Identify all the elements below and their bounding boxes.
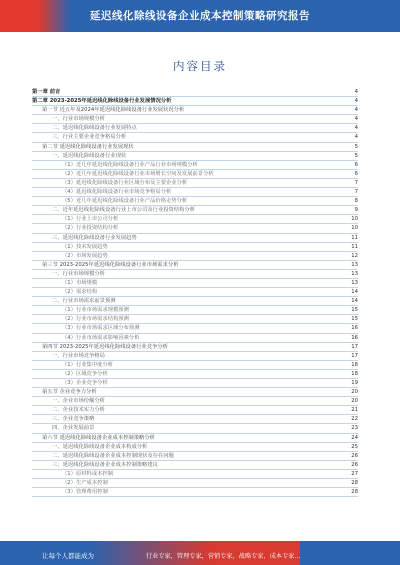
toc-entry[interactable]: [32, 270, 358, 279]
toc-entry-title: （3）行业市场需求区域分布预测: [62, 325, 140, 332]
toc-entry-title: 第一节 近五年及2024年延迟线化除线设备行业发展状况分析: [42, 107, 185, 114]
toc-entry[interactable]: [32, 97, 358, 106]
toc-entry-title: （2）区域竞争分析: [62, 370, 108, 377]
toc-entry-page: 11: [351, 234, 358, 241]
toc-entry-title: （1）近几年延迟线化除线设备行业产品行业市场规模分析: [62, 161, 198, 168]
toc-entry[interactable]: [32, 224, 358, 233]
toc-entry-title: （2）近几年延迟线化除线设备行业市场增长空间及发展前景分析: [62, 170, 214, 177]
toc-entry-page: 26: [351, 452, 358, 459]
toc-entry-page: 17: [351, 343, 358, 350]
toc-entry-page: 5: [354, 143, 358, 150]
toc-entry-title: 一、行业市场规模分析: [52, 116, 105, 123]
toc-entry-page: 4: [354, 98, 358, 105]
toc-entry-page: 20: [351, 389, 358, 396]
toc-entry-page: 4: [354, 107, 358, 114]
toc-entry-title: 二、企业技术实力分析: [52, 407, 105, 414]
toc-entry-title: 二、延迟线化除线设备行业发展特点: [52, 125, 137, 132]
toc-entry-title: （1）市场规模: [62, 279, 98, 286]
toc-entry-title: 三、延迟线化除线设备行业发展趋势: [52, 234, 137, 241]
toc-entry-page: 12: [351, 252, 358, 259]
toc-entry-title: 三、企业竞争策略: [52, 416, 95, 423]
toc-entry-page: 15: [351, 316, 358, 323]
toc-entry-title: 三、行业主要企业竞争格局分析: [52, 134, 127, 141]
toc-heading: 内容目录: [173, 59, 227, 73]
toc-entry-page: 4: [354, 89, 358, 95]
toc-entry[interactable]: [32, 215, 358, 224]
toc-entry-title: 一、企业市场份额分析: [52, 398, 105, 405]
toc-entry-title: 二、近年延迟线化除线设备行业上市公司及行业投资结构分析: [52, 207, 196, 214]
toc-entry-page: 11: [351, 243, 358, 250]
toc-entry[interactable]: [32, 206, 358, 215]
toc-entry[interactable]: [32, 243, 358, 252]
toc-entry-page: 14: [351, 298, 358, 305]
report-title: 延迟线化除线设备企业成本控制策略研究报告: [90, 10, 310, 22]
toc-entry-page: 27: [351, 470, 358, 477]
toc-entry-page: 26: [351, 461, 358, 468]
toc-entry[interactable]: [32, 170, 358, 179]
toc-entry[interactable]: [32, 88, 358, 97]
toc-entry[interactable]: [32, 306, 358, 315]
toc-entry[interactable]: [32, 106, 358, 115]
toc-entry-title: （1）行业上市公司分析: [62, 216, 119, 223]
toc-entry[interactable]: [32, 161, 358, 170]
toc-entry[interactable]: [32, 443, 358, 452]
toc-entry-title: 第三节 2023-2025年延迟线化除线设备行业市场需求分析: [42, 261, 179, 268]
toc-entry[interactable]: [32, 388, 358, 397]
toc-entry[interactable]: [32, 288, 358, 297]
toc-entry[interactable]: [32, 252, 358, 261]
toc-entry[interactable]: [32, 143, 358, 152]
toc-entry-page: 7: [354, 189, 358, 196]
toc-entry-title: 二、行业市场需求前景预测: [52, 298, 116, 305]
toc-entry-title: 第六节 延迟线化除线设备企业成本控制策略分析: [42, 434, 155, 441]
toc-entry[interactable]: [32, 261, 358, 270]
toc-entry-title: （2）行业市场需求结构预测: [62, 316, 129, 323]
toc-entry-title: 一、行业市场竞争格局: [52, 352, 105, 359]
toc-entry-title: 第四节 2023-2025年延迟线化除线设备行业竞争分析: [42, 343, 168, 350]
toc-entry-page: 18: [351, 361, 358, 368]
toc-entry[interactable]: [32, 452, 358, 461]
toc-entry[interactable]: [32, 234, 358, 243]
toc-entry-title: （2）市场发展趋势: [62, 252, 108, 259]
toc-entry-page: 21: [351, 407, 358, 414]
table-of-contents: [32, 88, 358, 497]
toc-entry-title: 一、延迟线化除线设备行业现状: [52, 152, 127, 159]
toc-entry[interactable]: [32, 179, 358, 188]
toc-entry-page: 16: [351, 325, 358, 332]
toc-entry[interactable]: [32, 461, 358, 470]
toc-entry-title: 一、延迟线化除线设备企业成本构成分析: [52, 443, 148, 450]
toc-entry-title: 三、延迟线化除线设备企业成本控制策略建议: [52, 461, 158, 468]
toc-entry[interactable]: [32, 197, 358, 206]
toc-entry-page: 28: [351, 489, 358, 496]
toc-entry-title: 第二章 2023-2025年延迟线化除线设备行业发展情况分析: [32, 98, 172, 105]
toc-entry-title: （1）行业集中度分析: [62, 361, 114, 368]
toc-entry-page: 10: [351, 225, 358, 232]
footer-tagline: 行业专家，管理专家，营销专家，战略专家，成本专家…: [146, 553, 301, 560]
toc-entry-title: （1）行业市场需求规模预测: [62, 307, 129, 314]
toc-entry-title: （1）技术发展趋势: [62, 243, 108, 250]
toc-entry-page: 4: [354, 125, 358, 132]
toc-entry[interactable]: [32, 415, 358, 424]
toc-entry-page: 9: [354, 207, 358, 214]
toc-entry[interactable]: [32, 370, 358, 379]
toc-entry-title: （3）延迟线化除线设备行业区域分布及主要企业分析: [62, 179, 188, 186]
toc-entry[interactable]: [32, 133, 358, 142]
toc-entry[interactable]: [32, 343, 358, 352]
toc-entry-title: 第二节 延迟线化除线设备行业发展现状: [42, 143, 134, 150]
footer-slogan: 让每个人都能成为: [42, 552, 94, 560]
toc-entry-page: 13: [351, 261, 358, 268]
toc-entry-page: 7: [354, 179, 358, 186]
toc-entry[interactable]: [32, 406, 358, 415]
toc-entry[interactable]: [32, 279, 358, 288]
toc-entry-title: 一、行业市场规模分析: [52, 270, 105, 277]
toc-entry-page: 6: [354, 161, 358, 168]
toc-entry[interactable]: [32, 334, 358, 343]
toc-entry-title: 第一章 前言: [32, 89, 61, 95]
toc-entry-page: 13: [351, 270, 358, 277]
toc-entry-title: （5）近几年延迟线化除线设备行业产品价格走势分析: [62, 198, 188, 205]
toc-entry-page: 4: [354, 134, 358, 141]
toc-entry[interactable]: [32, 115, 358, 124]
toc-entry-title: （3）管理费用控制: [62, 489, 108, 496]
toc-entry-page: 25: [351, 443, 358, 450]
toc-entry[interactable]: [32, 434, 358, 443]
toc-entry-title: （4）延迟线化除线设备行业市场竞争格局分析: [62, 189, 172, 196]
toc-entry-title: （2）需求结构: [62, 289, 98, 296]
toc-entry-title: （1）原材料成本控制: [62, 470, 114, 477]
toc-entry-title: （2）行业投资结构分析: [62, 225, 119, 232]
toc-entry-page: 20: [351, 398, 358, 405]
toc-entry[interactable]: [32, 488, 358, 497]
toc-entry[interactable]: [32, 297, 358, 306]
toc-entry[interactable]: [32, 361, 358, 370]
toc-entry[interactable]: [32, 152, 358, 161]
toc-entry-title: 四、企业发展前景: [52, 425, 95, 432]
toc-entry-title: （2）生产成本控制: [62, 480, 108, 487]
toc-entry-page: 28: [351, 480, 358, 487]
toc-entry-page: 10: [351, 216, 358, 223]
toc-entry-page: 4: [354, 116, 358, 123]
toc-entry[interactable]: [32, 470, 358, 479]
toc-entry-page: 17: [351, 352, 358, 359]
toc-entry[interactable]: [32, 379, 358, 388]
toc-entry-page: 8: [354, 198, 358, 205]
toc-entry-page: 15: [351, 307, 358, 314]
toc-entry-title: 二、延迟线化除线设备企业成本控制现状及存在问题: [52, 452, 174, 459]
toc-entry[interactable]: [32, 124, 358, 133]
toc-entry[interactable]: [32, 188, 358, 197]
toc-entry-page: 22: [351, 416, 358, 423]
toc-entry[interactable]: [32, 352, 358, 361]
toc-entry-page: 24: [351, 434, 358, 441]
toc-entry[interactable]: [32, 479, 358, 488]
toc-entry[interactable]: [32, 324, 358, 333]
toc-entry-page: 6: [354, 170, 358, 177]
toc-entry-page: 5: [354, 152, 358, 159]
toc-entry-page: 18: [351, 370, 358, 377]
toc-entry-title: （4）行业市场需求影响因素分析: [62, 334, 140, 341]
toc-entry-title: （3）企业竞争分析: [62, 380, 108, 386]
toc-entry[interactable]: [32, 315, 358, 324]
toc-entry-page: 13: [351, 279, 358, 286]
toc-entry-title: 第五节 企业竞争力分析: [42, 389, 97, 396]
toc-entry-page: 19: [351, 380, 358, 386]
toc-entry[interactable]: [32, 424, 358, 433]
toc-entry-page: 16: [351, 334, 358, 341]
toc-entry-page: 14: [351, 289, 358, 296]
toc-entry[interactable]: [32, 397, 358, 406]
toc-entry-page: 23: [351, 425, 358, 432]
